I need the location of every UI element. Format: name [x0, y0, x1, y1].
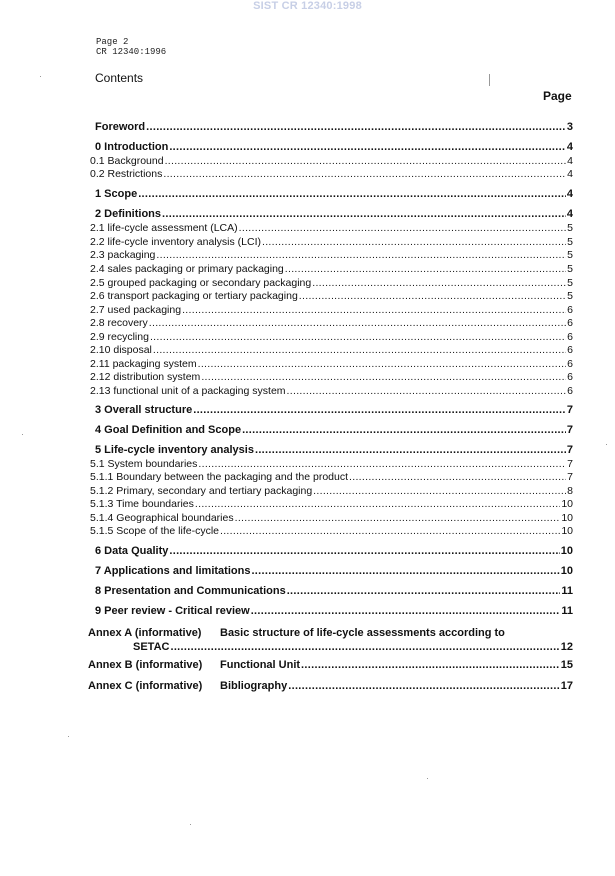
- annex-a-title-line1: Basic structure of life-cycle assessments according to: [220, 627, 505, 639]
- toc-entry-title: 4 Goal Definition and Scope: [95, 424, 242, 436]
- toc-entry-title: 8 Presentation and Communications: [95, 585, 286, 597]
- toc-section-entry: [95, 404, 573, 417]
- header-document-code: CR 12340:1996: [96, 47, 167, 57]
- dot-leader: [262, 236, 566, 249]
- toc-section-entry: [95, 208, 573, 221]
- annex-c-label: Annex C (informative): [88, 680, 203, 692]
- dot-leader: [235, 512, 561, 525]
- dot-leader: [287, 585, 561, 598]
- dot-leader: [349, 471, 566, 484]
- dot-leader: [198, 458, 566, 471]
- dot-leader: [285, 263, 566, 276]
- dot-leader: [201, 371, 566, 384]
- dot-leader: [251, 565, 559, 578]
- toc-entry-title: 2.12 distribution system: [90, 371, 201, 383]
- annex-a-title-line2-text: SETAC: [133, 641, 170, 653]
- scan-speck: [489, 74, 490, 86]
- toc-entry-title: 6 Data Quality: [95, 545, 169, 557]
- dot-leader: [169, 141, 566, 154]
- toc-entry-title: 5.1.1 Boundary between the packaging and the product: [90, 471, 349, 483]
- toc-section-entry: [95, 424, 573, 437]
- toc-entry-page: 7: [567, 458, 573, 470]
- toc-entry-page: 7: [566, 404, 573, 416]
- toc-subsection-entry: [90, 236, 573, 249]
- toc-entry-page: 6: [567, 385, 573, 397]
- toc-entry-page: 4: [566, 141, 573, 153]
- toc-entry-title: 2.7 used packaging: [90, 304, 182, 316]
- dot-leader: [150, 331, 566, 344]
- dot-leader: [301, 659, 560, 672]
- toc-entry-title: 5.1.2 Primary, secondary and tertiary packaging: [90, 485, 313, 497]
- dot-leader: [198, 358, 567, 371]
- toc-entry-page: 5: [567, 277, 573, 289]
- toc-section-entry: [95, 188, 573, 201]
- toc-entry-title: 0.2 Restrictions: [90, 168, 163, 180]
- toc-entry-title: 2.4 sales packaging or primary packaging: [90, 263, 284, 275]
- dot-leader: [149, 317, 566, 330]
- annex-b-page: 15: [560, 659, 573, 671]
- toc-subsection-entry: [90, 485, 573, 498]
- dot-leader: [193, 404, 566, 417]
- toc-subsection-entry: [90, 471, 573, 484]
- toc-entry-title: 2 Definitions: [95, 208, 162, 220]
- toc-subsection-entry: [90, 371, 573, 384]
- annex-a-page: 12: [560, 641, 573, 653]
- toc-entry-page: 4: [566, 208, 573, 220]
- dot-leader: [163, 168, 566, 181]
- scan-speck: [606, 444, 607, 445]
- toc-entry-page: 4: [567, 155, 573, 167]
- toc-entry-title: 2.1 life-cycle assessment (LCA): [90, 222, 238, 234]
- toc-section-entry: [95, 585, 573, 598]
- dot-leader: [287, 385, 567, 398]
- toc-entry-page: 4: [566, 188, 573, 200]
- toc-subsection-entry: [90, 525, 573, 538]
- annex-c-title: Bibliography: [220, 680, 288, 692]
- dot-leader: [153, 344, 566, 357]
- dot-leader: [182, 304, 566, 317]
- toc-entry-title: 0 Introduction: [95, 141, 169, 153]
- toc-entry-title: 2.2 life-cycle inventory analysis (LCI): [90, 236, 261, 248]
- dot-leader: [170, 641, 559, 654]
- toc-subsection-entry: [90, 263, 573, 276]
- toc-entry-title: 3 Overall structure: [95, 404, 193, 416]
- toc-entry-title: 5 Life-cycle inventory analysis: [95, 444, 254, 456]
- dot-leader: [255, 444, 566, 457]
- toc-entry-title: 2.11 packaging system: [90, 358, 197, 370]
- toc-entry-title: 5.1 System boundaries: [90, 458, 198, 470]
- toc-entry-page: 6: [567, 344, 573, 356]
- toc-subsection-entry: [90, 304, 573, 317]
- toc-entry-page: 4: [567, 168, 573, 180]
- toc-subsection-entry: [90, 458, 573, 471]
- toc-subsection-entry: [90, 222, 573, 235]
- toc-entry-page: 5: [567, 290, 573, 302]
- toc-section-entry: [95, 565, 573, 578]
- contents-title: Contents: [95, 71, 144, 85]
- toc-subsection-entry: [90, 249, 573, 262]
- toc-subsection-entry: [90, 385, 573, 398]
- toc-entry-page: 5: [567, 222, 573, 234]
- toc-subsection-entry: [90, 168, 573, 181]
- toc-entry-page: 6: [567, 331, 573, 343]
- toc-section-entry: [95, 141, 573, 154]
- toc-entry-title: 2.3 packaging: [90, 249, 156, 261]
- toc-entry-page: 10: [560, 565, 573, 577]
- toc-section-entry: [95, 545, 573, 558]
- toc-subsection-entry: [90, 290, 573, 303]
- toc-entry-page: 6: [567, 317, 573, 329]
- toc-subsection-entry: [90, 498, 573, 511]
- annex-a-title-line2: [133, 641, 573, 654]
- scan-speck: [22, 434, 23, 435]
- dot-leader: [220, 525, 560, 538]
- header-page-number: Page 2: [96, 37, 129, 47]
- toc-entry-title: 2.6 transport packaging or tertiary packaging: [90, 290, 298, 302]
- toc-entry-title: 5.1.3 Time boundaries: [90, 498, 194, 510]
- toc-entry-title: 7 Applications and limitations: [95, 565, 251, 577]
- dot-leader: [165, 155, 567, 168]
- toc-entry-page: 10: [560, 545, 573, 557]
- toc-entry-page: 7: [566, 444, 573, 456]
- toc-entry-page: 6: [567, 304, 573, 316]
- dot-leader: [299, 290, 566, 303]
- dot-leader: [251, 605, 561, 618]
- toc-entry-title: 2.10 disposal: [90, 344, 152, 356]
- toc-entry-page: 7: [566, 424, 573, 436]
- toc-entry-title: 5.1.4 Geographical boundaries: [90, 512, 234, 524]
- toc-subsection-entry: [90, 512, 573, 525]
- toc-subsection-entry: [90, 344, 573, 357]
- toc-section-entry: [95, 121, 573, 134]
- toc-entry-page: 10: [561, 525, 573, 537]
- toc-entry-title: Foreword: [95, 121, 146, 133]
- toc-section-entry: [95, 605, 573, 618]
- page-column-heading: Page: [543, 89, 572, 103]
- toc-entry-title: 2.9 recycling: [90, 331, 149, 343]
- watermark: SIST CR 12340:1998: [253, 0, 362, 12]
- scan-speck: [427, 778, 428, 779]
- toc-entry-title: 0.1 Background: [90, 155, 164, 167]
- annex-c-page: 17: [560, 680, 573, 692]
- dot-leader: [162, 208, 566, 221]
- toc-entry-title: 1 Scope: [95, 188, 138, 200]
- toc-entry-page: 5: [567, 236, 573, 248]
- toc-entry-page: 7: [567, 471, 573, 483]
- scan-speck: [190, 824, 191, 825]
- toc-entry-page: 6: [567, 371, 573, 383]
- annex-c-entry: [220, 680, 573, 693]
- dot-leader: [312, 277, 566, 290]
- dot-leader: [156, 249, 566, 262]
- dot-leader: [195, 498, 560, 511]
- dot-leader: [138, 188, 566, 201]
- dot-leader: [146, 121, 566, 134]
- dot-leader: [242, 424, 566, 437]
- toc-subsection-entry: [90, 155, 573, 168]
- toc-entry-page: 8: [567, 485, 573, 497]
- toc-entry-title: 9 Peer review - Critical review: [95, 605, 250, 617]
- dot-leader: [169, 545, 559, 558]
- toc-entry-title: 2.13 functional unit of a packaging system: [90, 385, 286, 397]
- toc-entry-page: 10: [561, 498, 573, 510]
- annex-b-title: Functional Unit: [220, 659, 301, 671]
- annex-a-label: Annex A (informative): [88, 627, 202, 639]
- scan-speck: [40, 76, 41, 77]
- toc-entry-page: 11: [561, 605, 573, 617]
- annex-b-label: Annex B (informative): [88, 659, 203, 671]
- dot-leader: [288, 680, 560, 693]
- toc-entry-page: 5: [567, 263, 573, 275]
- toc-entry-page: 3: [566, 121, 573, 133]
- dot-leader: [239, 222, 567, 235]
- toc-subsection-entry: [90, 331, 573, 344]
- toc-entry-title: 2.5 grouped packaging or secondary packaging: [90, 277, 312, 289]
- annex-b-entry: [220, 659, 573, 672]
- toc-subsection-entry: [90, 277, 573, 290]
- toc-entry-title: 5.1.5 Scope of the life-cycle: [90, 525, 219, 537]
- toc-entry-page: 10: [561, 512, 573, 524]
- toc-subsection-entry: [90, 317, 573, 330]
- scan-speck: [68, 736, 69, 737]
- toc-section-entry: [95, 444, 573, 457]
- toc-entry-page: 5: [567, 249, 573, 261]
- toc-entry-page: 6: [567, 358, 573, 370]
- toc-entry-page: 11: [561, 585, 573, 597]
- dot-leader: [313, 485, 566, 498]
- toc-entry-title: 2.8 recovery: [90, 317, 148, 329]
- toc-subsection-entry: [90, 358, 573, 371]
